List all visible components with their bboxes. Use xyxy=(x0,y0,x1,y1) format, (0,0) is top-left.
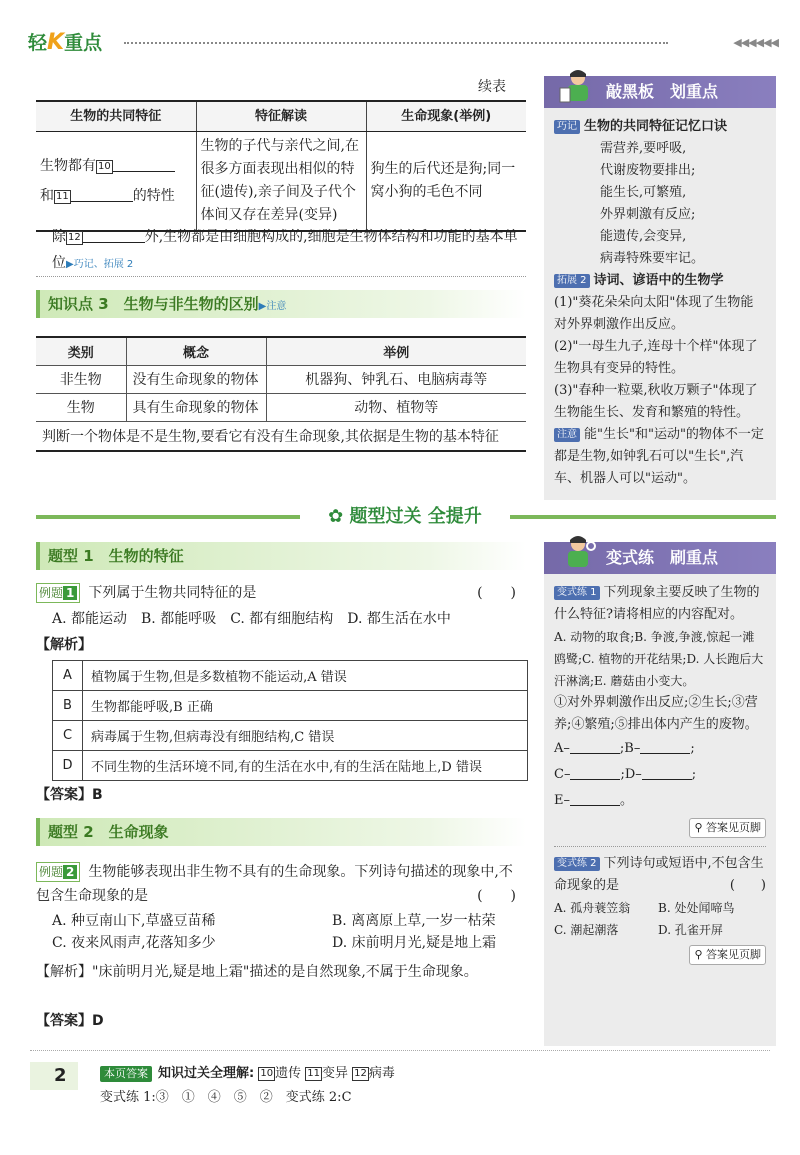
characteristics-table xyxy=(36,100,526,232)
see-answer-link[interactable]: ⚲ 答案见页脚 xyxy=(689,818,766,838)
table-cell: 具有生命现象的物体 xyxy=(126,393,266,421)
answer-line: 【答案】B xyxy=(36,787,103,803)
table-footer: 判断一个物体是不是生物,要看它有没有生命现象,其依据是生物的基本特征 xyxy=(36,421,526,451)
crossref-tag[interactable]: ▶注意 xyxy=(258,301,287,312)
option: C. 夜来风雨声,花落知多少 xyxy=(52,935,216,951)
student-icon xyxy=(558,534,598,572)
fill-blank xyxy=(113,156,175,172)
note-badge: 注意 xyxy=(554,428,580,442)
mnemonic-line: 外界刺激有反应; xyxy=(600,207,696,222)
answer-paren: ( ) xyxy=(477,585,516,601)
extension-badge: 拓展 2 xyxy=(554,274,590,288)
table-header: 生物的共同特征 xyxy=(36,101,196,132)
living-nonliving-table xyxy=(36,336,526,452)
table-cell: 没有生命现象的物体 xyxy=(126,365,266,393)
practice-answers: 变式练 1:③ ① ④ ⑤ ② 变式练 2:C xyxy=(100,1090,352,1105)
mnemonic-line: 代谢废物要排出; xyxy=(600,163,696,178)
tip-heading: 巧记 生物的共同特征记忆口诀 xyxy=(554,116,766,138)
practice-badge: 变式练 1 xyxy=(554,586,600,600)
answer-paren: ( ) xyxy=(477,888,516,904)
option: C. 潮起潮落 xyxy=(554,923,619,937)
table-header: 举例 xyxy=(266,337,526,365)
page-answers: 本页答案 知识过关全理解: 10 遗传 11 变异 12 病毒 变式练 1:③ ① ④ ⑤ ② 变式练 2:C xyxy=(100,1062,700,1110)
question-options: A. 都能运动 B. 都能呼吸 C. 都有细胞结构 D. 都生活在水中 xyxy=(52,611,451,627)
example-badge: 例题 1 xyxy=(36,583,80,603)
mnemonic-line: 病毒特殊要牢记。 xyxy=(600,251,705,266)
fill-blank[interactable] xyxy=(570,738,620,754)
option: A. 孤舟蓑笠翁 xyxy=(554,901,631,915)
table-row xyxy=(36,132,526,232)
practice-choices: ①对外界刺激作出反应;②生长;③营养;④繁殖;⑤排出体内产生的废物。 xyxy=(554,695,758,732)
fill-blank[interactable] xyxy=(570,764,620,780)
question-options xyxy=(36,910,526,954)
practice-options xyxy=(554,897,766,941)
extension-heading: 拓展 2 诗词、谚语中的生物学 xyxy=(554,270,766,292)
panel-title: 敲黑板 划重点 xyxy=(544,76,776,108)
mnemonic-line: 需营养,要呼吸, xyxy=(600,141,687,156)
option: A. 种豆南山下,草盛豆苗稀 xyxy=(52,913,216,929)
extension-item: (2)"一母生九子,连母十个样"体现了生物具有变异的特性。 xyxy=(554,339,758,376)
table-row xyxy=(36,365,526,393)
mnemonic-line: 能遗传,会变异, xyxy=(600,229,687,244)
section-heading: 知识点 3 生物与非生物的区别▶注意 xyxy=(36,290,526,318)
table-cell: 机器狗、钟乳石、电脑病毒等 xyxy=(266,365,526,393)
teacher-icon xyxy=(558,68,598,106)
table-cell: 生物都有 10 和 11 的特性 xyxy=(36,132,196,232)
option: B. 离离原上草,一岁一枯荣 xyxy=(332,913,496,929)
practice-question: 变式练 1 下列现象主要反映了生物的什么特征?请将相应的内容配对。 xyxy=(554,585,760,622)
analysis-text: 【解析】"床前明月光,疑是地上霜"描述的是自然现象,不属于生命现象。 xyxy=(36,964,478,980)
option: B. 处处闻啼鸟 xyxy=(658,901,735,915)
match-blanks: A– ;B– ; C– ;D– ; E– 。 xyxy=(554,736,766,814)
table-row: B 生物都能呼吸,B 正确 xyxy=(53,691,528,721)
fill-blank[interactable] xyxy=(570,790,620,806)
brand-logo: 轻K重点 xyxy=(28,30,103,55)
example-question: 例题 1 下列属于生物共同特征的是 ( ) xyxy=(36,582,526,604)
practice-badge: 变式练 2 xyxy=(554,857,600,871)
fill-blank[interactable] xyxy=(642,764,692,780)
continued-label: 续表 xyxy=(478,79,506,95)
table-cell: 动物、植物等 xyxy=(266,393,526,421)
option: D. 床前明月光,疑是地上霜 xyxy=(332,935,497,951)
table-note: 除 12 外,生物都是由细胞构成的,细胞是生物体结构和功能的基本单位▶巧记、拓展 2 xyxy=(52,229,518,271)
practice-question: 变式练 2 下列诗句或短语中,不包含生命现象的是 ( ) xyxy=(554,846,766,897)
answer-line: 【答案】D xyxy=(36,1013,104,1029)
page-header xyxy=(28,28,778,58)
footer-divider xyxy=(30,1050,770,1051)
table-header: 概念 xyxy=(126,337,266,365)
analysis-label: 【解析】 xyxy=(36,637,92,653)
note-item: 注意 能"生长"和"运动"的物体不一定都是生物,如钟乳石可以"生长",汽车、机器人可以"运动"。 xyxy=(554,427,764,486)
fill-blank[interactable] xyxy=(640,738,690,754)
blackboard-panel xyxy=(544,76,776,500)
note-divider xyxy=(36,276,526,277)
fill-blank xyxy=(83,227,145,243)
answer-paren: ( ) xyxy=(729,878,766,893)
table-cell: 生物的子代与亲代之间,在很多方面表现出相似的特征(遗传),亲子间及子代个体间又存在差异(变异) xyxy=(196,132,366,232)
table-cell: 狗生的后代还是狗;同一窝小狗的毛色不同 xyxy=(366,132,526,232)
table-row xyxy=(36,393,526,421)
table-cell: 非生物 xyxy=(36,365,126,393)
crossref-tag[interactable]: ▶巧记、拓展 2 xyxy=(66,259,134,270)
table-header: 特征解读 xyxy=(196,101,366,132)
example-question: 例题 2 生物能够表现出非生物不具有的生命现象。下列诗句描述的现象中,不包含生命现象的是 ( ) xyxy=(36,860,526,908)
table-header: 生命现象(举例) xyxy=(366,101,526,132)
panel-title: 变式练 刷重点 xyxy=(544,542,776,574)
divider-title: ✿ 题型过关 全提升 xyxy=(300,500,510,534)
extension-item: (1)"葵花朵朵向太阳"体现了生物能对外界刺激作出反应。 xyxy=(554,295,754,332)
blank-number: 10 xyxy=(98,161,111,172)
question-type-heading: 题型 2 生命现象 xyxy=(36,818,526,846)
panel-body xyxy=(544,574,776,973)
table-row: C 病毒属于生物,但病毒没有细胞结构,C 错误 xyxy=(53,721,528,751)
answers-badge: 本页答案 xyxy=(100,1066,152,1082)
option: D. 孔雀开屏 xyxy=(658,923,723,937)
tip-badge: 巧记 xyxy=(554,120,580,134)
table-header: 类别 xyxy=(36,337,126,365)
page-number: 2 xyxy=(30,1062,78,1090)
header-dotted-line xyxy=(124,42,668,44)
extension-item: (3)"春种一粒粟,秋收万颗子"体现了生物能生长、发育和繁殖的特性。 xyxy=(554,383,758,420)
table-row xyxy=(36,421,526,451)
panel-body xyxy=(544,108,776,498)
fill-blank xyxy=(71,186,133,202)
table-cell: 生物 xyxy=(36,393,126,421)
header-arrows: ◀◀◀◀◀◀ xyxy=(733,36,778,49)
table-row: D 不同生物的生活环境不同,有的生活在水中,有的生活在陆地上,D 错误 xyxy=(53,751,528,781)
question-type-heading: 题型 1 生物的特征 xyxy=(36,542,526,570)
table-row: A 植物属于生物,但是多数植物不能运动,A 错误 xyxy=(53,661,528,691)
example-badge: 例题 2 xyxy=(36,862,80,882)
blank-number: 11 xyxy=(56,191,69,202)
blank-number: 12 xyxy=(68,232,81,243)
mnemonic-line: 能生长,可繁殖, xyxy=(600,185,687,200)
see-answer-link[interactable]: ⚲ 答案见页脚 xyxy=(689,945,766,965)
practice-panel xyxy=(544,542,776,1046)
practice-items: A. 动物的取食;B. 争渡,争渡,惊起一滩鸥鹭;C. 植物的开花结果;D. 人长跑后大汗淋漓;E. 蘑菇由小变大。 xyxy=(554,630,764,688)
analysis-table xyxy=(52,660,528,781)
